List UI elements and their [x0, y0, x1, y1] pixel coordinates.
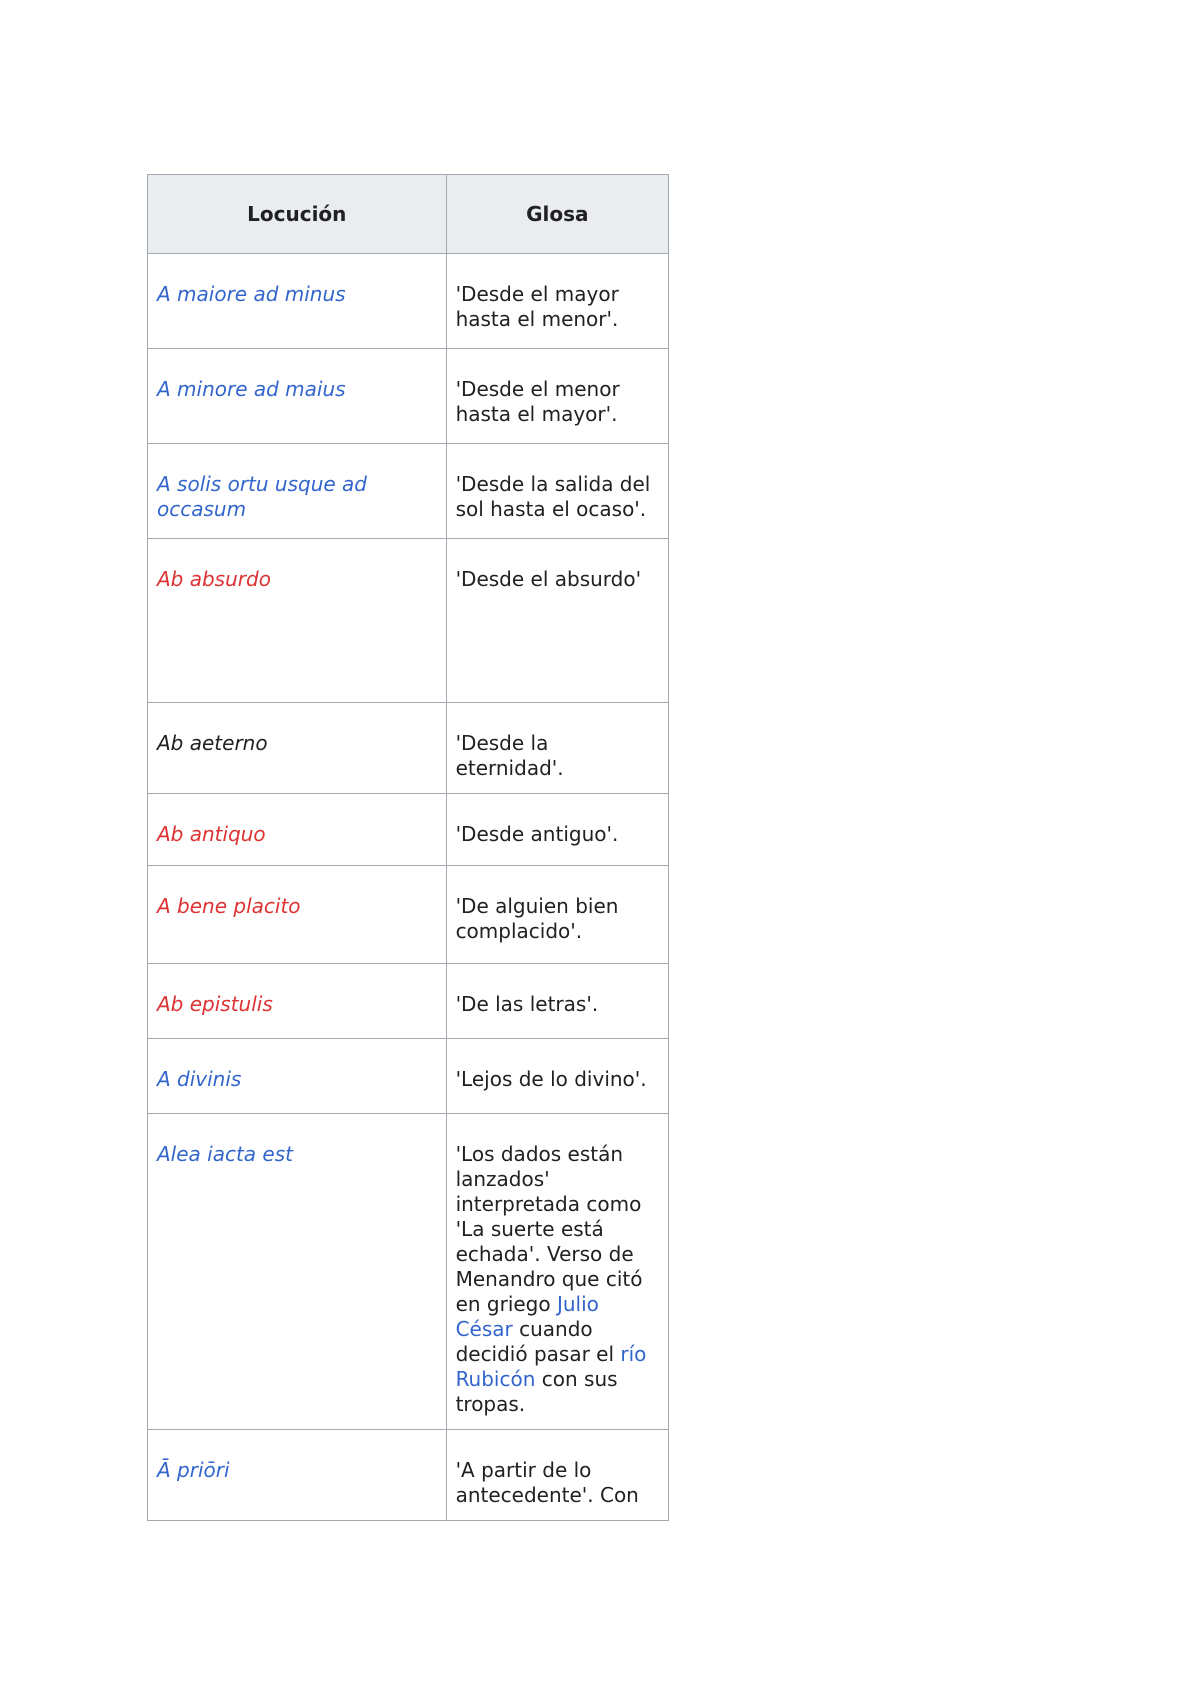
locucion-cell: [148, 349, 447, 444]
table-row: [148, 866, 669, 964]
glosa-text: 'A partir de lo antecedente'. Con: [455, 1458, 639, 1507]
locucion-cell: [148, 539, 447, 703]
glosa-cell: [446, 703, 668, 794]
table-row: [148, 1114, 669, 1430]
glosa-text-part: con sus tropas.: [455, 1367, 618, 1416]
julio-cesar-link[interactable]: Julio César: [455, 1292, 599, 1341]
glosa-text: [447, 1114, 668, 1429]
glosa-text-part: 'Los dados están lanzados' interpretada como 'La suerte está echada'. Verso de Menandro que citó en griego: [455, 1142, 643, 1316]
table-row: [148, 964, 669, 1039]
locucion-cell: [148, 703, 447, 794]
glosa-cell: [446, 444, 668, 539]
locucion-cell: [148, 1039, 447, 1114]
locucion-link[interactable]: A solis ortu usque ad occasum: [157, 472, 367, 521]
glosa-text: 'De las letras'.: [455, 992, 599, 1016]
locucion-link[interactable]: A divinis: [157, 1067, 242, 1091]
locutions-table: [147, 174, 669, 1521]
locucion-cell: [148, 444, 447, 539]
header-locucion[interactable]: Locución: [148, 175, 447, 254]
glosa-text: 'Desde el menor hasta el mayor'.: [455, 377, 620, 426]
glosa-cell: [446, 794, 668, 866]
glosa-cell: [446, 349, 668, 444]
locucion-cell: [148, 254, 447, 349]
glosa-text: 'Desde antiguo'.: [455, 822, 619, 846]
glosa-cell: [446, 866, 668, 964]
glosa-cell: [446, 1039, 668, 1114]
table-row: [148, 444, 669, 539]
table-row: [148, 1039, 669, 1114]
locucion-text: Ab aeterno: [157, 731, 268, 755]
table-row: [148, 1430, 669, 1521]
rio-rubicon-link[interactable]: río Rubicón: [455, 1342, 647, 1391]
locucion-link[interactable]: A minore ad maius: [157, 377, 346, 401]
table-row: [148, 703, 669, 794]
locucion-cell: [148, 1430, 447, 1521]
glosa-text-part: cuando decidió pasar el: [455, 1317, 621, 1366]
locucion-cell: [148, 1114, 447, 1430]
locucion-link[interactable]: Ab absurdo: [157, 567, 271, 591]
locucion-cell: [148, 964, 447, 1039]
glosa-cell: [446, 964, 668, 1039]
header-glosa[interactable]: Glosa: [446, 175, 668, 254]
locucion-cell: [148, 794, 447, 866]
table-row: [148, 349, 669, 444]
table-row: [148, 794, 669, 866]
glosa-cell: [446, 1430, 668, 1521]
locucion-link[interactable]: A maiore ad minus: [157, 282, 346, 306]
locucion-link[interactable]: Alea iacta est: [157, 1142, 293, 1166]
glosa-text: 'De alguien bien complacido'.: [455, 894, 619, 943]
locucion-link[interactable]: A bene placito: [157, 894, 301, 918]
table-header-row: [148, 175, 669, 254]
glosa-text: 'Desde el mayor hasta el menor'.: [455, 282, 619, 331]
glosa-cell: [446, 1114, 668, 1430]
locucion-link[interactable]: Ā priōri: [157, 1458, 230, 1482]
glosa-text: 'Desde el absurdo': [455, 567, 642, 591]
glosa-cell: [446, 254, 668, 349]
glosa-text: 'Lejos de lo divino'.: [455, 1067, 647, 1091]
table-row: [148, 539, 669, 703]
locucion-cell: [148, 866, 447, 964]
locucion-link[interactable]: Ab antiquo: [157, 822, 266, 846]
table-row: [148, 254, 669, 349]
glosa-text: 'Desde la salida del sol hasta el ocaso'.: [455, 472, 651, 521]
glosa-cell: [446, 539, 668, 703]
glosa-text: 'Desde la eternidad'.: [455, 731, 564, 780]
locucion-link[interactable]: Ab epistulis: [157, 992, 273, 1016]
